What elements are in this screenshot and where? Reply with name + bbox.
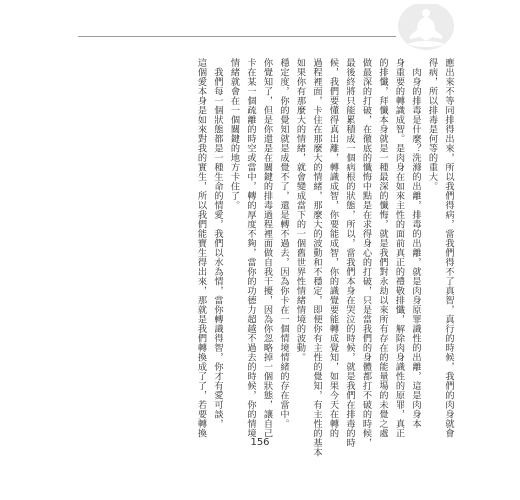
text-line: 做最深的打破，在徹底的懺悔中點是在求得身心的打破，只是當我們的身體都打不破的時候， bbox=[360, 58, 372, 448]
text-line: 如果你有那麼大的情緒，就會變成當下的一個舊世界性情緒情境的波動。 bbox=[294, 58, 306, 362]
text-line: 這個愛本身是如來對我的實生，所以我們能寶生得出來，那就是我們轉換成了了，若要轉換 bbox=[195, 58, 207, 438]
text-line: 得病，所以排毒是何等的重大。 bbox=[426, 58, 438, 191]
page-number: 156 bbox=[250, 437, 270, 448]
header-rule bbox=[78, 36, 396, 37]
text-line: 情緒就會在一個關鍵的地方卡住了。 bbox=[228, 58, 240, 210]
meditation-figure-icon bbox=[398, 4, 454, 50]
paragraph-1 bbox=[423, 58, 456, 438]
text-line: 身重要的轉識成智。是肉身在如來主性的面前真正的禮敬排懺，解除肉身識性的原罪，真正 bbox=[393, 58, 405, 438]
text-line: 候，我們要懂得真出離，轉識成智，你要能成智，你的識覺要能轉成覺知，如果今天在轉的 bbox=[327, 58, 339, 438]
text-line: 你覺知了，但是你還是在關鍵的排毒過程裡面做自我干擾，因為你忽略掉一個狀態，讓自己 bbox=[261, 58, 273, 438]
text-line: 最後終將只能累積成一個病根的狀態，所以，當我們本身在哭泣的時候，就是我們在排毒的時 bbox=[344, 58, 355, 448]
paragraph-5 bbox=[192, 58, 225, 438]
text-line: 過程裡面，卡住在那麼大的情緒，那麼大的波動和不穩定，即便你有主性的覺知，有主性的基本 bbox=[311, 58, 322, 457]
text-line: 我們每一個狀態都是一種生命的情愛，我們以水為情，當你轉識得智，你才有愛可談， bbox=[212, 58, 223, 429]
text-line: 卡在某一個疏離的時空或當中，轉的厚度不夠，當你的功德力超越不過去的時候，你的情境 bbox=[245, 58, 256, 438]
text-line: 應出來不等同排得出來，所以我們得病，當我們得不了真智，真行的時候，我們的肉身就會 bbox=[443, 58, 454, 438]
text-line: 肉身的排毒是什麼？洗滌的出離，排毒的出離，就是肉身原罪識性的出離，這是肉身本 bbox=[410, 58, 421, 429]
paragraph-4 bbox=[225, 58, 291, 438]
paragraph-3 bbox=[291, 58, 324, 457]
paragraph-2 bbox=[324, 58, 423, 448]
text-line: 穩定度，你的覺知就是成覺不了，還是轉不過去，因為你卡在一個情境情緒的存在當中。 bbox=[278, 58, 289, 429]
text-line: 的排懺，拜懺本身就是一種最深的懺悔，就是我們對永劫以來所有存在的能量場的未覺之處 bbox=[377, 58, 388, 438]
